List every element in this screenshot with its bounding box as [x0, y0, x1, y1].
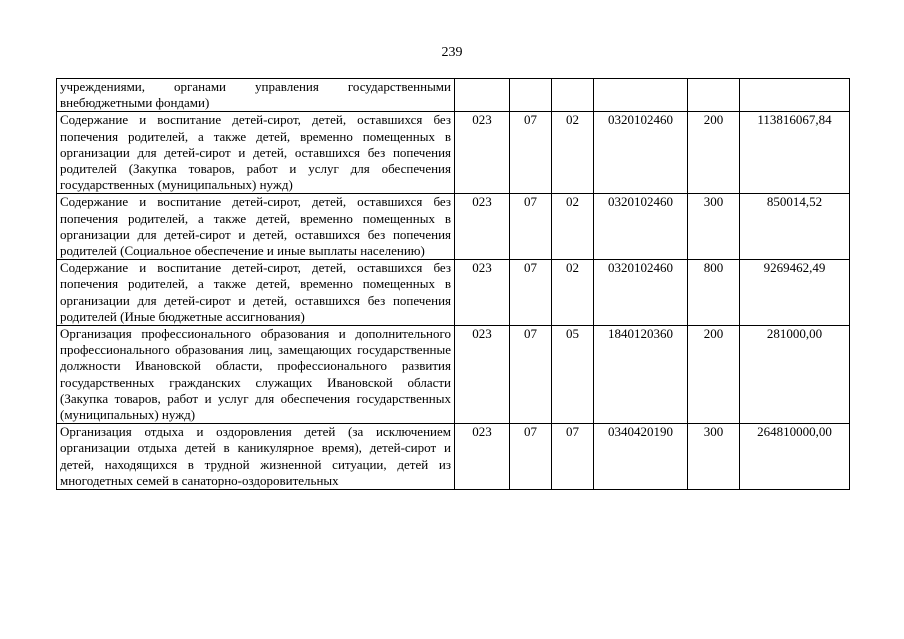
amount — [740, 79, 850, 112]
target-code — [594, 79, 688, 112]
table-row — [57, 194, 850, 260]
expense-type-code: 200 — [688, 112, 740, 194]
expense-type-code: 300 — [688, 424, 740, 490]
target-code: 0320102460 — [594, 194, 688, 260]
amount: 850014,52 — [740, 194, 850, 260]
subsection-code: 07 — [552, 424, 594, 490]
expense-type-code — [688, 79, 740, 112]
subsection-code: 02 — [552, 194, 594, 260]
expense-type-code: 800 — [688, 260, 740, 326]
amount: 9269462,49 — [740, 260, 850, 326]
ministry-code: 023 — [455, 112, 510, 194]
row-description: учреждениями, органами управления государственными внебюджетными фондами) — [57, 79, 455, 112]
section-code: 07 — [510, 424, 552, 490]
amount: 264810000,00 — [740, 424, 850, 490]
table-row — [57, 260, 850, 326]
section-code: 07 — [510, 326, 552, 424]
table-row — [57, 424, 850, 490]
row-description: Содержание и воспитание детей-сирот, детей, оставшихся без попечения родителей, а также детей, временно помещенных в организации для детей-сирот и детей, оставшихся без попечения родителей (Закупка товаров, работ и услуг для обеспечения государственных (муниципальных) нужд) — [57, 112, 455, 194]
table-row — [57, 112, 850, 194]
section-code: 07 — [510, 194, 552, 260]
expense-type-code: 200 — [688, 326, 740, 424]
row-description: Организация профессионального образования и дополнительного профессионального образования лиц, замещающих государственные должности Ивановской области, профессионального развития государственных гражданских служащих Ивановской области (Закупка товаров, работ и услуг для обеспечения государственных (муниципальных) нужд) — [57, 326, 455, 424]
budget-table — [56, 78, 850, 490]
table-row — [57, 326, 850, 424]
subsection-code: 02 — [552, 112, 594, 194]
row-description: Организация отдыха и оздоровления детей (за исключением организации отдыха детей в каникулярное время), детей-сирот и детей, находящихся в трудной жизненной ситуации, детей из многодетных семей в санаторно-оздоровительных — [57, 424, 455, 490]
ministry-code: 023 — [455, 326, 510, 424]
section-code: 07 — [510, 112, 552, 194]
page-number: 239 — [441, 45, 463, 60]
target-code: 1840120360 — [594, 326, 688, 424]
ministry-code: 023 — [455, 424, 510, 490]
row-description: Содержание и воспитание детей-сирот, детей, оставшихся без попечения родителей, а также детей, временно помещенных в организации для детей-сирот и детей, оставшихся без попечения родителей (Иные бюджетные ассигнования) — [57, 260, 455, 326]
ministry-code: 023 — [455, 194, 510, 260]
table-row — [57, 79, 850, 112]
section-code: 07 — [510, 260, 552, 326]
amount: 113816067,84 — [740, 112, 850, 194]
target-code: 0320102460 — [594, 260, 688, 326]
subsection-code — [552, 79, 594, 112]
target-code: 0320102460 — [594, 112, 688, 194]
subsection-code: 05 — [552, 326, 594, 424]
ministry-code — [455, 79, 510, 112]
amount: 281000,00 — [740, 326, 850, 424]
target-code: 0340420190 — [594, 424, 688, 490]
expense-type-code: 300 — [688, 194, 740, 260]
row-description: Содержание и воспитание детей-сирот, детей, оставшихся без попечения родителей, а также детей, временно помещенных в организации для детей-сирот и детей, оставшихся без попечения родителей (Социальное обеспечение и иные выплаты населению) — [57, 194, 455, 260]
subsection-code: 02 — [552, 260, 594, 326]
ministry-code: 023 — [455, 260, 510, 326]
section-code — [510, 79, 552, 112]
